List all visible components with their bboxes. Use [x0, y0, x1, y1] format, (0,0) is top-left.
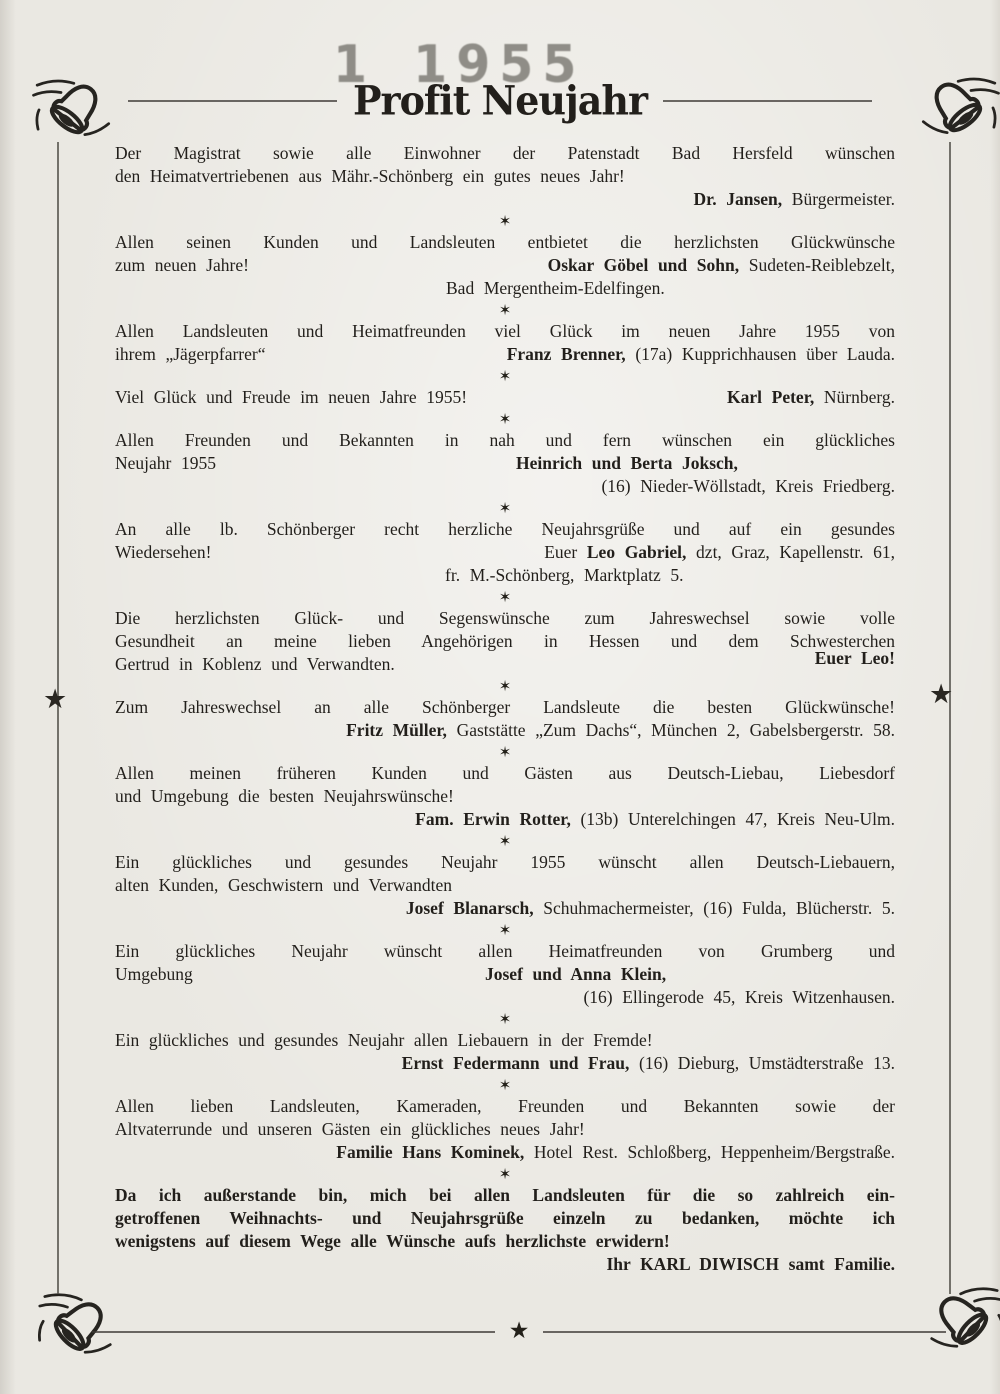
star-separator-icon: ✶: [498, 212, 512, 230]
greeting-line: [115, 1029, 895, 1052]
star-separator-icon: ✶: [498, 921, 512, 939]
stamp-year: 1955: [413, 34, 586, 95]
text-segment: Viel Glück und Freude im neuen Jahre 1955!: [115, 387, 468, 407]
text-segment: Euer: [544, 542, 587, 562]
line-signature-part: [548, 254, 895, 277]
page-header: [128, 76, 872, 125]
text-segment: Bürgermeister.: [782, 189, 895, 209]
text-segment: Hotel Rest. Schloßberg, Heppenheim/Bergstraße.: [524, 1142, 895, 1162]
greeting-line: [115, 452, 895, 475]
greeting-line: [115, 785, 895, 808]
line-signature-part: [815, 647, 895, 670]
text-segment: Oskar Göbel und Sohn,: [547, 255, 740, 275]
entries: [115, 142, 895, 1276]
text-segment: Euer Leo!: [814, 648, 895, 668]
greeting-entry: [115, 762, 895, 831]
star-separator-icon: ✶: [498, 832, 512, 850]
margin-star-icon: ★: [43, 684, 68, 715]
text-segment: Bad Mergentheim-Edelfingen.: [446, 278, 665, 298]
text-segment: Die herzlichsten Glück- und Segenswünsche zum Jahreswechsel sowie volle: [115, 608, 895, 628]
margin-star-icon: ★: [929, 679, 954, 710]
greeting-line: [115, 719, 895, 742]
text-segment: zum neuen Jahre!: [115, 255, 249, 275]
greeting-entry: [115, 696, 895, 742]
greeting-line: [115, 564, 895, 587]
star-separator-icon: ✶: [498, 1165, 512, 1183]
text-segment: dzt, Graz, Kapellenstr. 61,: [686, 542, 895, 562]
greeting-line: [115, 1207, 895, 1230]
text-segment: Allen Landsleuten und Heimatfreunden viel Glück im neuen Jahre 1955 von: [115, 321, 895, 341]
star-separator-icon: ✶: [498, 499, 512, 517]
text-segment: Altvaterrunde und unseren Gästen ein glückliches neues Jahr!: [115, 1119, 585, 1139]
star-separator-icon: ✶: [498, 301, 512, 319]
greeting-line: [115, 518, 895, 541]
greeting-line: [115, 808, 895, 831]
greeting-line: [115, 963, 895, 986]
bell-ornament-icon: [912, 74, 1000, 140]
greeting-line: [115, 648, 895, 676]
text-segment: Karl Peter,: [727, 387, 815, 407]
text-segment: fr. M.-Schönberg, Marktplatz 5.: [445, 565, 684, 585]
text-segment: Da ich außerstande bin, mich bei allen Landsleuten für die so zahlreich ein-: [115, 1185, 895, 1205]
text-segment: Gertrud in Koblenz und Verwandten.: [115, 654, 395, 674]
greeting-entry: [115, 429, 895, 498]
text-segment: Allen lieben Landsleuten, Kameraden, Freunden und Bekannten sowie der: [115, 1096, 895, 1116]
text-segment: (13b) Unterelchingen 47, Kreis Neu-Ulm.: [570, 809, 895, 829]
text-segment: Wiedersehen!: [115, 542, 212, 562]
greeting-entry: [115, 518, 895, 587]
greeting-entry: [115, 607, 895, 676]
greeting-line: [115, 986, 895, 1009]
line-signature-part: [485, 963, 666, 986]
greeting-line: [115, 1118, 895, 1141]
text-segment: Gesundheit an meine lieben Angehörigen in Hessen und dem Schwesterchen: [115, 631, 895, 651]
line-left-part: [115, 254, 249, 277]
text-segment: Nürnberg.: [814, 387, 895, 407]
line-left-part: [115, 653, 395, 676]
greeting-entry: [115, 320, 895, 366]
greeting-line: [115, 607, 895, 630]
text-segment: Zum Jahreswechsel an alle Schönberger Landsleute die besten Glückwünsche!: [115, 697, 895, 717]
footer-rule: [92, 1320, 946, 1343]
right-border-rule: [949, 142, 951, 1294]
greeting-line: [115, 1141, 895, 1164]
greeting-line: [115, 142, 895, 165]
greeting-line: [115, 762, 895, 785]
greeting-entry: [115, 1029, 895, 1075]
greeting-line: [115, 475, 895, 498]
greeting-line: [115, 165, 895, 188]
greeting-line: [115, 1052, 895, 1075]
text-segment: Familie Hans Kominek,: [336, 1142, 525, 1162]
text-segment: (16) Nieder-Wöllstadt, Kreis Friedberg.: [601, 476, 895, 496]
text-segment: getroffenen Weihnachts- und Neujahrsgrüße einzeln zu bedanken, möchte ich: [115, 1208, 895, 1228]
greeting-entry: [115, 940, 895, 1009]
greeting-line: [115, 1253, 895, 1276]
bell-ornament-icon: [24, 76, 120, 142]
greeting-line: [115, 696, 895, 719]
text-segment: Sudeten-Reiblebzelt,: [739, 255, 895, 275]
line-left-part: [115, 343, 266, 366]
text-segment: alten Kunden, Geschwistern und Verwandten: [115, 875, 453, 895]
text-segment: Neujahr 1955: [115, 453, 216, 473]
line-signature-part: [727, 386, 895, 409]
text-segment: Ein glückliches und gesundes Neujahr allen Liebauern in der Fremde!: [115, 1030, 653, 1050]
text-segment: ihrem „Jägerpfarrer“: [115, 344, 266, 364]
left-border-rule: [57, 142, 59, 1294]
text-segment: wenigstens auf diesem Wege alle Wünsche aufs herzlichste erwidern!: [115, 1231, 670, 1251]
greeting-line: [115, 254, 895, 277]
footer-rule-right: [543, 1331, 946, 1333]
star-separator-icon: ✶: [498, 743, 512, 761]
greeting-entry: [115, 1095, 895, 1164]
text-segment: Allen seinen Kunden und Landsleuten entbietet die herzlichsten Glückwünsche: [115, 232, 895, 252]
star-separator-icon: ✶: [498, 367, 512, 385]
text-segment: Ein glückliches Neujahr wünscht allen Heimatfreunden von Grumberg und: [115, 941, 895, 961]
text-segment: (16) Dieburg, Umstädterstraße 13.: [629, 1053, 895, 1073]
text-segment: Schuhmachermeister, (16) Fulda, Blücherstr. 5.: [533, 898, 895, 918]
star-separator-icon: ✶: [498, 1076, 512, 1094]
bell-ornament-icon: [914, 1280, 1000, 1359]
greeting-line: [115, 277, 895, 300]
line-left-part: [115, 541, 211, 564]
greeting-entry: [115, 851, 895, 920]
greeting-line: [115, 541, 895, 564]
text-segment: Ein glückliches und gesundes Neujahr 1955 wünscht allen Deutsch-Liebauern,: [115, 852, 895, 872]
text-segment: Der Magistrat sowie alle Einwohner der Patenstadt Bad Hersfeld wünschen: [115, 143, 895, 163]
text-segment: Fam. Erwin Rotter,: [415, 809, 571, 829]
greeting-line: [115, 429, 895, 452]
star-separator-icon: ✶: [498, 588, 512, 606]
text-segment: Fritz Müller,: [346, 720, 447, 740]
greeting-line: [115, 320, 895, 343]
line-signature-part: [544, 541, 895, 564]
greeting-line: [115, 874, 895, 897]
star-separator-icon: ✶: [498, 410, 512, 428]
text-segment: Ihr KARL DIWISCH samt Familie.: [606, 1254, 895, 1274]
greeting-line: [115, 630, 895, 653]
footer-star-icon: ★: [508, 1318, 530, 1344]
page-title: Profit Neujahr: [352, 76, 648, 125]
text-segment: (17a) Kupprichhausen über Lauda.: [625, 344, 895, 364]
greeting-line: [115, 851, 895, 874]
greeting-line: [115, 940, 895, 963]
text-segment: Heinrich und Berta Joksch,: [516, 453, 738, 473]
greeting-line: [115, 1184, 895, 1207]
text-segment: Dr. Jansen,: [693, 189, 783, 209]
line-signature-part: [516, 452, 738, 475]
text-segment: An alle lb. Schönberger recht herzliche Neujahrsgrüße und auf ein gesundes: [115, 519, 895, 539]
line-signature-part: [507, 343, 895, 366]
line-left-part: [115, 386, 467, 409]
text-segment: Josef und Anna Klein,: [485, 964, 667, 984]
text-segment: Franz Brenner,: [506, 344, 626, 364]
greeting-entry: [115, 1184, 895, 1276]
text-segment: Josef Blanarsch,: [405, 898, 534, 918]
greeting-entry: [115, 142, 895, 211]
greeting-line: [115, 188, 895, 211]
header-rule-left: [128, 100, 337, 102]
greeting-line: [115, 1230, 895, 1253]
text-segment: Umgebung: [115, 964, 193, 984]
text-segment: Allen meinen früheren Kunden und Gästen aus Deutsch-Liebau, Liebesdorf: [115, 763, 895, 783]
text-segment: und Umgebung die besten Neujahrswünsche!: [115, 786, 454, 806]
text-segment: (16) Ellingerode 45, Kreis Witzenhausen.: [583, 987, 895, 1007]
text-segment: Leo Gabriel,: [586, 542, 687, 562]
greeting-entry: [115, 231, 895, 300]
greeting-entry: [115, 386, 895, 409]
star-separator-icon: ✶: [498, 1010, 512, 1028]
text-segment: Allen Freunden und Bekannten in nah und fern wünschen ein glückliches: [115, 430, 895, 450]
greeting-line: [115, 343, 895, 366]
text-segment: Gaststätte „Zum Dachs“, München 2, Gabelsbergerstr. 58.: [446, 720, 895, 740]
text-segment: den Heimatvertriebenen aus Mähr.-Schönberg ein gutes neues Jahr!: [115, 166, 625, 186]
stamp-number: 1: [333, 34, 368, 95]
text-segment: Ernst Federmann und Frau,: [401, 1053, 630, 1073]
greeting-line: [115, 231, 895, 254]
greeting-line: [115, 1095, 895, 1118]
footer-rule-left: [92, 1331, 495, 1333]
greeting-line: [115, 386, 895, 409]
header-rule-right: [663, 100, 872, 102]
star-separator-icon: ✶: [498, 677, 512, 695]
greeting-line: [115, 897, 895, 920]
